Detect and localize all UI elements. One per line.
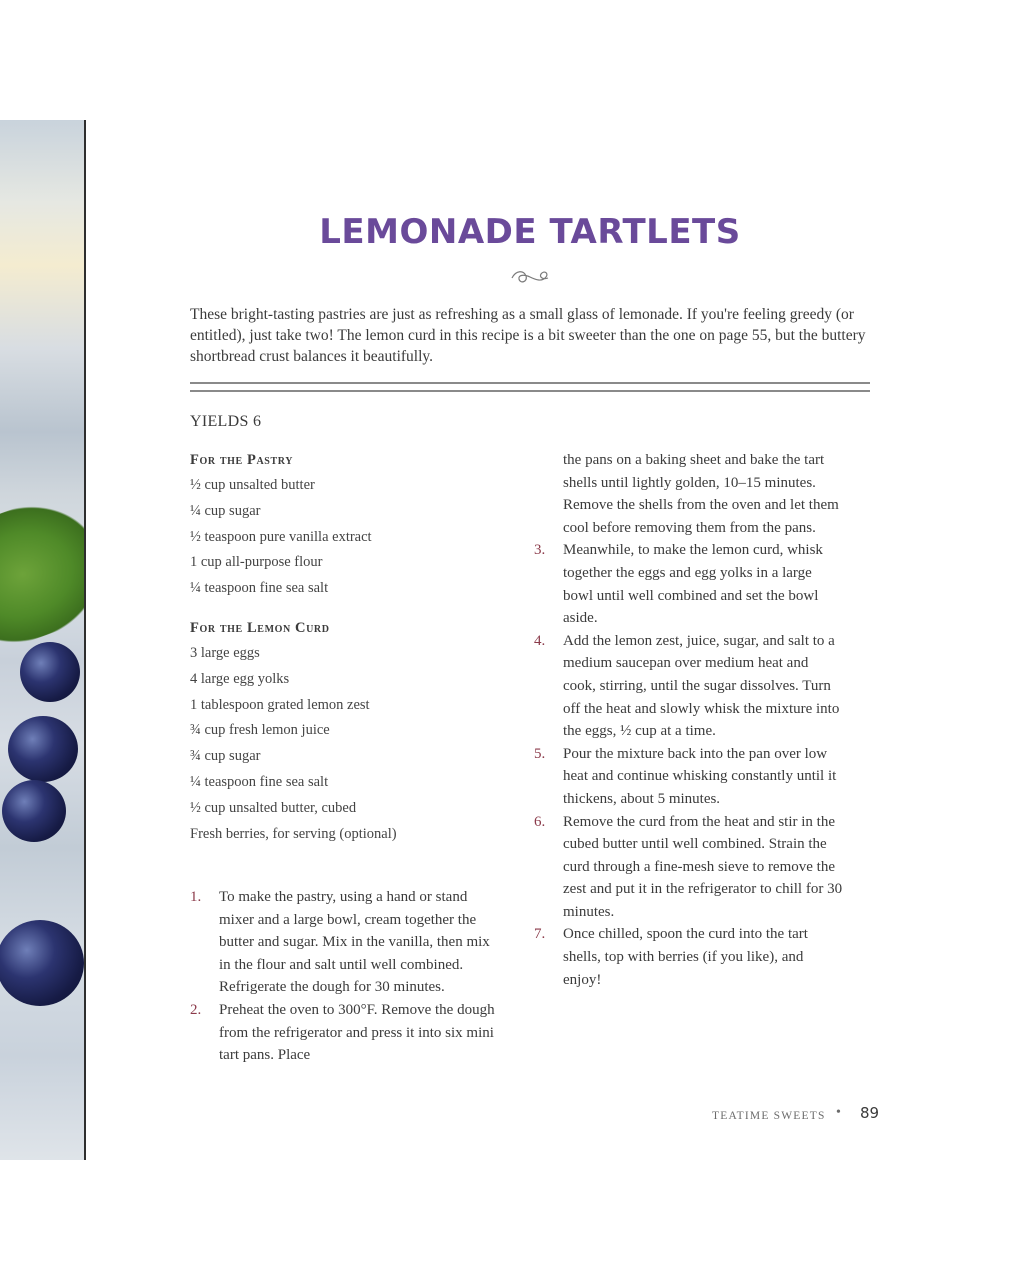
flourish-ornament-icon (508, 266, 552, 288)
step-number: 7. (534, 926, 546, 943)
pastry-ingredient-list (190, 473, 520, 602)
ingredient-item: ½ teaspoon pure vanilla extract (190, 528, 372, 545)
page-number: 89 (860, 1104, 880, 1122)
instruction-step (190, 886, 500, 999)
ingredient-item: ¼ teaspoon fine sea salt (190, 773, 329, 790)
recipe-intro: These bright-tasting pastries are just as refreshing as a small glass of lemonade. If you're feeling greedy (or entitled), just take two! The lemon curd in this recipe is a bit sweeter than the one on page 55, but the buttery shortbread crust balances it beautifully. (190, 306, 866, 365)
footer-bullet: • (836, 1105, 841, 1120)
step-number: 6. (534, 813, 546, 830)
ingredient-item: ½ cup unsalted butter (190, 477, 315, 493)
photo-edge-line (84, 120, 86, 1160)
step-number: 3. (534, 542, 546, 559)
footer-section-label: TEATIME SWEETS (712, 1110, 826, 1122)
step-number: 2. (190, 1001, 202, 1018)
lemon-curd-heading: For the Lemon Curd (190, 619, 330, 636)
blueberry-image (2, 780, 66, 842)
step-continuation-text: the pans on a baking sheet and bake the tart shells until lightly golden, 10–15 minutes. Remove the shells from the oven and let them cool before removing them from the pans. (563, 452, 839, 536)
step-text: Pour the mixture back into the pan over low heat and continue whisking constantly until it thickens, about 5 minutes. (563, 745, 837, 807)
ingredient-item: Fresh berries, for serving (optional) (190, 825, 397, 842)
ingredient-item: ¾ cup fresh lemon juice (190, 722, 330, 739)
instruction-step (534, 923, 844, 991)
ingredient-item: ¼ cup sugar (190, 502, 261, 519)
yield-label: YIELDS 6 (190, 413, 262, 430)
instruction-step (534, 743, 844, 811)
blueberry-image (20, 642, 80, 702)
ingredient-item: ½ cup unsalted butter, cubed (190, 799, 357, 816)
ingredient-item: ¾ cup sugar (190, 748, 261, 765)
step-number: 1. (190, 889, 202, 905)
step-text: Once chilled, spoon the curd into the tart shells, top with berries (if you like), and enjoy! (563, 926, 808, 988)
lemon-curd-ingredient-list (190, 641, 520, 847)
step-text: To make the pastry, using a hand or stand mixer and a large bowl, cream together the butter and sugar. Mix in the vanilla, then mix in the flour and salt until well combined. Refrigerate the dough for 30 minutes. (219, 889, 490, 996)
instruction-step (534, 539, 844, 629)
recipe-title: LEMONADE TARTLETS (319, 212, 741, 252)
step-number: 5. (534, 745, 546, 762)
instructions-list (534, 539, 844, 991)
instructions-list-left (190, 886, 500, 1067)
ingredients-column (190, 452, 520, 847)
instructions-list-right (534, 449, 844, 991)
step-text: Add the lemon zest, juice, sugar, and salt to a medium saucepan over medium heat and cook, stirring, until the sugar dissolves. Turn off the heat and slowly whisk the mixture into the eggs, ½ cup at a time. (563, 632, 840, 740)
step-number: 4. (534, 632, 546, 649)
ingredient-item: 1 cup all-purpose flour (190, 554, 323, 571)
pastry-heading: For the Pastry (190, 452, 294, 468)
instruction-step (190, 999, 500, 1067)
instruction-step (534, 630, 844, 743)
mint-leaf-image (0, 487, 86, 654)
blueberry-image (8, 716, 78, 782)
step-text: Remove the curd from the heat and stir in the cubed butter until well combined. Strain the curd through a fine-mesh sieve to remove the zest and put it in the refrigerator to chill for 30 minutes. (563, 813, 843, 920)
food-photo-strip (0, 120, 86, 1160)
ingredient-item: 4 large egg yolks (190, 670, 290, 687)
step-text: Preheat the oven to 300°F. Remove the dough from the refrigerator and press it into six mini tart pans. Place (219, 1001, 495, 1064)
instruction-step (534, 811, 844, 924)
ingredient-item: 3 large eggs (190, 644, 260, 661)
blueberry-image (0, 920, 84, 1006)
ingredient-item: ¼ teaspoon fine sea salt (190, 580, 329, 597)
ingredient-item: 1 tablespoon grated lemon zest (190, 696, 370, 713)
step-text: Meanwhile, to make the lemon curd, whisk together the eggs and egg yolks in a large bowl until well combined and set the bowl aside. (563, 542, 823, 627)
section-divider (190, 382, 870, 392)
